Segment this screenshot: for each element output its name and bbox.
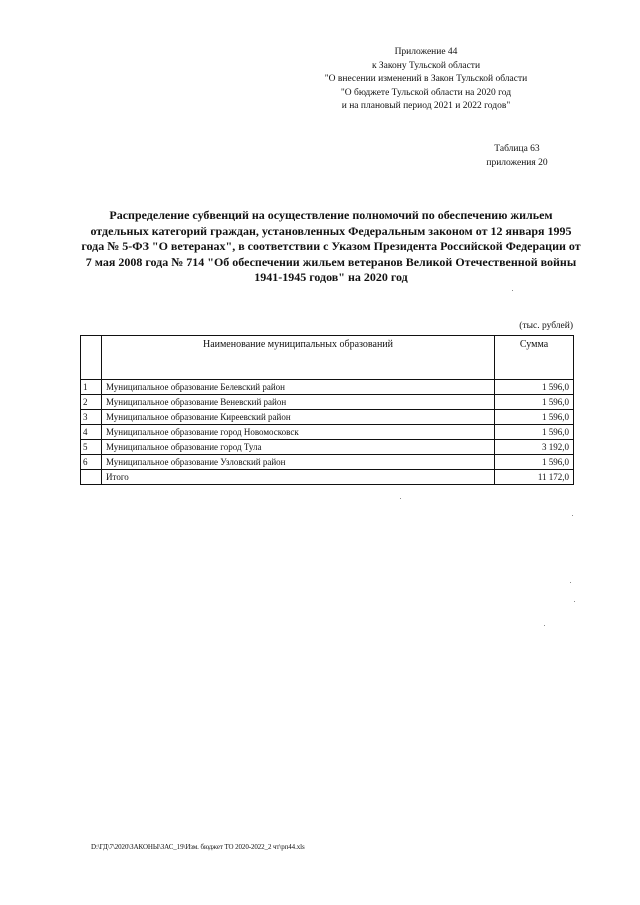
table-row (81, 455, 574, 470)
scan-speck (570, 582, 571, 583)
table-ref-line: приложения 20 (486, 157, 548, 168)
table-ref-line: Таблица 63 (494, 144, 540, 154)
units-label: (тыс. рублей) (519, 321, 573, 331)
appendix-line: к Закону Тульской области (371, 60, 481, 71)
subventions-table (80, 335, 574, 485)
row-number: 2 (81, 395, 102, 410)
scan-speck (572, 515, 573, 516)
row-sum: 1 596,0 (495, 395, 574, 410)
total-sum: 11 172,0 (495, 470, 574, 485)
scan-speck (544, 625, 545, 626)
row-number: 3 (81, 410, 102, 425)
row-sum: 3 192,0 (495, 440, 574, 455)
row-name: Муниципальное образование Узловский район (102, 455, 495, 470)
row-name: Муниципальное образование Веневский район (102, 395, 495, 410)
row-number: 5 (81, 440, 102, 455)
row-sum: 1 596,0 (495, 455, 574, 470)
row-name: Муниципальное образование Киреевский район (102, 410, 495, 425)
table-total-row (81, 470, 574, 485)
appendix-line: и на плановый период 2021 и 2022 годов" (341, 101, 511, 111)
row-sum: 1 596,0 (495, 410, 574, 425)
scan-speck (512, 290, 513, 291)
appendix-header (276, 46, 576, 114)
table-row (81, 410, 574, 425)
row-number: 1 (81, 380, 102, 395)
table-row (81, 395, 574, 410)
row-name: Муниципальное образование Белевский район (102, 380, 495, 395)
table-row (81, 380, 574, 395)
row-number: 4 (81, 425, 102, 440)
appendix-line: "О бюджете Тульской области на 2020 год (340, 87, 512, 98)
header-number (81, 336, 102, 380)
row-sum: 1 596,0 (495, 380, 574, 395)
row-sum: 1 596,0 (495, 425, 574, 440)
document-title: Распределение субвенций на осуществление полномочий по обеспечению жильем отдельных категорий граждан, установленных Федеральным законом от 12 января 1995 года № 5-ФЗ "О ветеранах", в соответствии с Указом Президента Российской Федерации от 7 мая 2008 года № 714 "Об обеспечении жильем ветеранов Великой Отечественной войны 1941-1945 годов" на 2020 год (81, 208, 581, 284)
appendix-line: "О внесении изменений в Закон Тульской области (324, 74, 528, 84)
scan-speck (574, 601, 575, 602)
row-name: Муниципальное образование город Новомосковск (102, 425, 495, 440)
file-path-footer: D:\ГД\7\2020\ЗАКОНЫ\ЗАС_19\Изм. бюджет ТО 2020-2022_2 чт\рп44.xls (91, 843, 305, 851)
table-header-row (81, 336, 574, 380)
scan-speck (400, 498, 401, 499)
header-sum: Сумма (495, 336, 574, 380)
header-name: Наименование муниципальных образований (102, 336, 495, 380)
row-number: 6 (81, 455, 102, 470)
row-name: Муниципальное образование город Тула (102, 440, 495, 455)
table-row (81, 425, 574, 440)
total-label: Итого (102, 470, 495, 485)
table-reference (457, 143, 577, 170)
table-row (81, 440, 574, 455)
total-number (81, 470, 102, 485)
appendix-line: Приложение 44 (394, 47, 458, 57)
